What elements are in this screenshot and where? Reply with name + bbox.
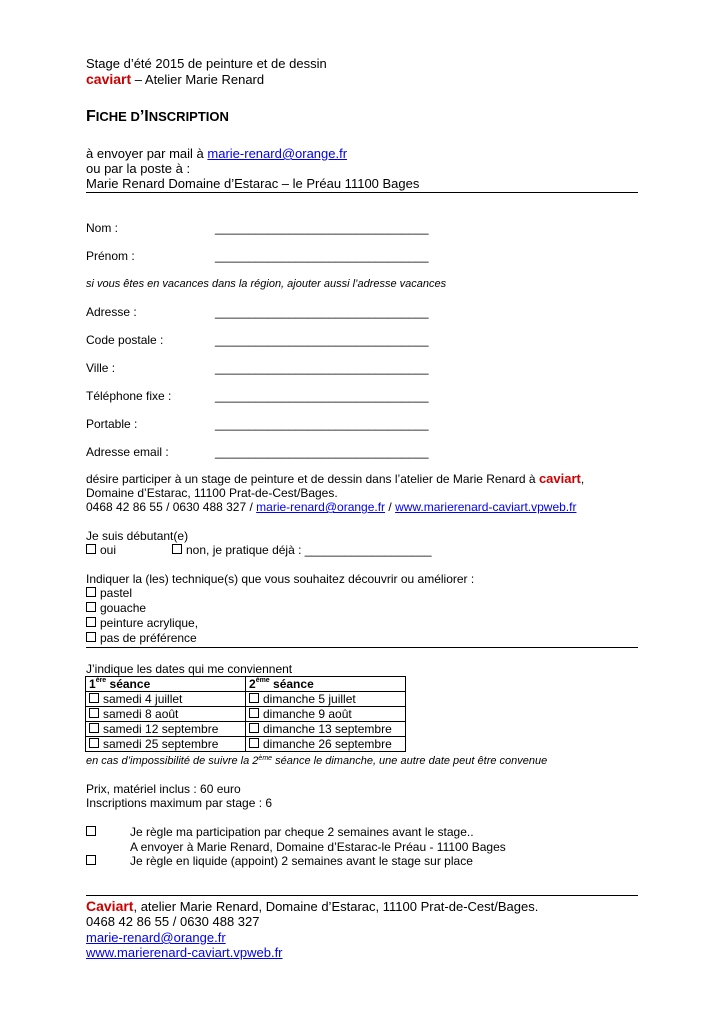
atelier-line <box>86 72 264 87</box>
send-post-line: ou par la poste à : <box>86 161 191 176</box>
table-row <box>86 707 406 722</box>
header-seance-2: 2ème séance <box>246 677 406 692</box>
checkbox-icon[interactable] <box>249 708 259 718</box>
brand-caviart: caviart <box>538 471 581 486</box>
debutant-non[interactable]: non, je pratique déjà : ___________________ <box>172 543 432 558</box>
date-option[interactable]: dimanche 26 septembre <box>246 737 406 752</box>
payment-cheque-checkbox[interactable] <box>86 825 100 840</box>
checkbox-icon[interactable] <box>249 693 259 703</box>
checkbox-icon[interactable] <box>249 738 259 748</box>
dates-note: en cas d’impossibilité de suivre la 2ème séance le dimanche, une autre date peut être convenue <box>86 755 548 767</box>
checkbox-icon[interactable] <box>86 855 96 865</box>
divider <box>86 895 638 896</box>
table-header-row <box>86 677 406 692</box>
date-option[interactable]: samedi 25 septembre <box>86 737 246 752</box>
technique-option[interactable]: gouache <box>86 601 146 616</box>
footer-brand: Caviart <box>86 898 134 914</box>
adresse-field[interactable]: ________________________________ <box>215 305 429 319</box>
email-field[interactable]: ________________________________ <box>215 445 429 459</box>
date-option[interactable]: dimanche 13 septembre <box>246 722 406 737</box>
checkbox-icon[interactable] <box>86 544 96 554</box>
ville-label: Ville : <box>86 361 116 375</box>
checkbox-icon[interactable] <box>86 587 96 597</box>
checkbox-icon[interactable] <box>89 723 99 733</box>
prenom-label: Prénom : <box>86 249 135 263</box>
table-row <box>86 722 406 737</box>
date-option[interactable]: dimanche 5 juillet <box>246 692 406 707</box>
ville-field[interactable]: ________________________________ <box>215 361 429 375</box>
checkbox-icon[interactable] <box>86 632 96 642</box>
prix-line: Prix, matériel inclus : 60 euro <box>86 782 241 796</box>
divider <box>86 647 638 648</box>
debutant-question: Je suis débutant(e) <box>86 529 189 543</box>
date-option[interactable]: dimanche 9 août <box>246 707 406 722</box>
checkbox-icon[interactable] <box>89 708 99 718</box>
checkbox-icon[interactable] <box>249 723 259 733</box>
web-link[interactable]: www.marierenard-caviart.vpweb.fr <box>395 500 577 514</box>
footer-line1: Caviart, atelier Marie Renard, Domaine d’Estarac, 11100 Prat-de-Cest/Bages. <box>86 898 539 914</box>
nom-label: Nom : <box>86 221 119 235</box>
code-postal-field[interactable]: ________________________________ <box>215 333 429 347</box>
code-postal-label: Code postale : <box>86 333 164 347</box>
mail-link[interactable]: marie-renard@orange.fr <box>207 146 348 161</box>
desire-line1: désire participer à un stage de peinture et de dessin dans l’atelier de Marie Renard à caviart, <box>86 471 585 486</box>
page-title: FICHE D’INSCRIPTION <box>86 108 229 125</box>
checkbox-icon[interactable] <box>89 738 99 748</box>
payment-cheque-label: Je règle ma participation par cheque 2 semaines avant le stage.. <box>130 825 474 839</box>
date-option[interactable]: samedi 4 juillet <box>86 692 246 707</box>
checkbox-icon[interactable] <box>86 826 96 836</box>
desire-line2: Domaine d’Estarac, 11100 Prat-de-Cest/Bages. <box>86 486 338 500</box>
send-address-line: Marie Renard Domaine d’Estarac – le Préau 11100 Bages <box>86 176 420 191</box>
payment-cash-label: Je règle en liquide (appoint) 2 semaines avant le stage sur place <box>130 854 473 868</box>
technique-option[interactable]: pas de préférence <box>86 631 197 646</box>
email-label: Adresse email : <box>86 445 169 459</box>
portable-label: Portable : <box>86 417 138 431</box>
nom-field[interactable]: ________________________________ <box>215 221 429 235</box>
send-mail-line: à envoyer par mail à marie-renard@orange.fr <box>86 146 348 161</box>
date-option[interactable]: samedi 12 septembre <box>86 722 246 737</box>
date-option[interactable]: samedi 8 août <box>86 707 246 722</box>
checkbox-icon[interactable] <box>86 617 96 627</box>
checkbox-icon[interactable] <box>86 602 96 612</box>
portable-field[interactable]: ________________________________ <box>215 417 429 431</box>
table-row <box>86 692 406 707</box>
atelier-name: – Atelier Marie Renard <box>131 72 265 87</box>
brand-caviart: caviart <box>86 71 132 87</box>
payment-cheque-sub: A envoyer à Marie Renard, Domaine d’Estarac-le Préau - 11100 Bages <box>130 840 506 854</box>
telephone-label: Téléphone fixe : <box>86 389 172 403</box>
desire-line3: 0468 42 86 55 / 0630 488 327 / marie-renard@orange.fr / www.marierenard-caviart.vpweb.fr <box>86 500 577 514</box>
adresse-label: Adresse : <box>86 305 137 319</box>
dates-table <box>85 676 406 752</box>
stage-title: Stage d’été 2015 de peinture et de dessin <box>86 56 327 71</box>
header-seance-1: 1ère séance <box>86 677 246 692</box>
prenom-field[interactable]: ________________________________ <box>215 249 429 263</box>
telephone-field[interactable]: ________________________________ <box>215 389 429 403</box>
footer-phones: 0468 42 86 55 / 0630 488 327 <box>86 914 260 929</box>
debutant-oui[interactable]: oui <box>86 543 116 558</box>
footer-email-link[interactable]: marie-renard@orange.fr <box>86 930 226 945</box>
technique-option[interactable]: peinture acrylique, <box>86 616 198 631</box>
email-link[interactable]: marie-renard@orange.fr <box>256 500 386 514</box>
payment-cash-checkbox[interactable] <box>86 854 100 869</box>
checkbox-icon[interactable] <box>89 693 99 703</box>
footer-web-link[interactable]: www.marierenard-caviart.vpweb.fr <box>86 945 283 960</box>
dates-intro: J’indique les dates qui me conviennent <box>86 662 293 676</box>
technique-option[interactable]: pastel <box>86 586 132 601</box>
vacances-note: si vous êtes en vacances dans la région, ajouter aussi l’adresse vacances <box>86 278 447 290</box>
inscriptions-max-line: Inscriptions maximum par stage : 6 <box>86 796 273 810</box>
checkbox-icon[interactable] <box>172 544 182 554</box>
divider <box>86 192 638 193</box>
table-row <box>86 737 406 752</box>
techniques-question: Indiquer la (les) technique(s) que vous souhaitez découvrir ou améliorer : <box>86 572 475 586</box>
